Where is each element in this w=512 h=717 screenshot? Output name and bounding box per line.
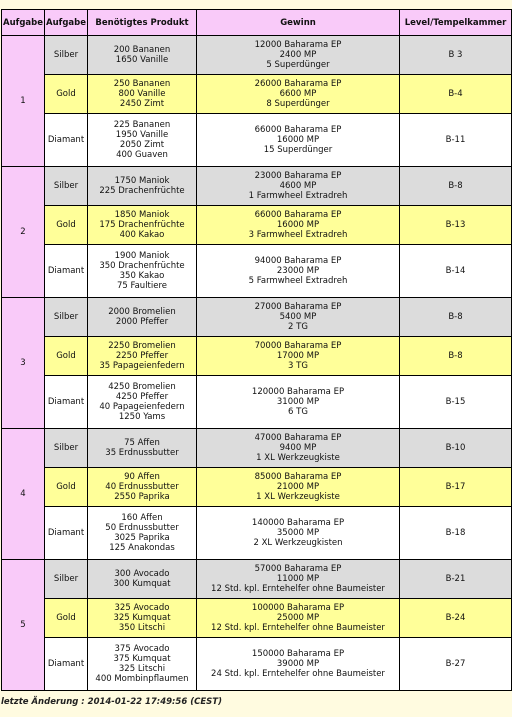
product-item: 2250 Bromelien	[108, 341, 176, 351]
reward-item: 27000 Baharama EP	[254, 302, 342, 312]
product-item: 250 Bananen	[113, 79, 171, 89]
reward-item: 26000 Baharama EP	[254, 79, 342, 89]
reward-item: 120000 Baharama EP	[251, 387, 345, 397]
reward-item: 23000 Baharama EP	[254, 171, 342, 181]
reward-item: 6600 MP	[279, 89, 317, 99]
task-row-4-gold	[2, 468, 512, 507]
reward-item: 5400 MP	[279, 312, 317, 322]
product-item: 325 Kumquat	[113, 613, 171, 623]
reward-item: 24 Std. kpl. Erntehelfer ohne Baumeister	[211, 669, 385, 679]
product-item: 375 Avocado	[114, 644, 170, 654]
level-chamber: B-11	[400, 114, 512, 167]
reward-item: 16000 MP	[276, 135, 320, 145]
product-item: 50 Erdnussbutter	[105, 523, 179, 533]
tier-label: Silber	[45, 560, 88, 599]
product-item: 300 Avocado	[114, 569, 170, 579]
task-row-2-gold	[2, 206, 512, 245]
task-row-2-silber	[2, 167, 512, 206]
product-item: 160 Affen	[121, 513, 163, 523]
task-row-1-gold	[2, 75, 512, 114]
product-item: 1750 Maniok	[114, 176, 170, 186]
tier-label: Diamant	[45, 245, 88, 298]
level-chamber: B-17	[400, 468, 512, 507]
reward-item: 9400 MP	[279, 443, 317, 453]
reward-item: 39000 MP	[276, 659, 320, 669]
reward-item: 3 Farmwheel Extradreh	[248, 230, 348, 240]
quest-table	[1, 9, 512, 691]
tier-label: Silber	[45, 167, 88, 206]
level-chamber: B-4	[400, 75, 512, 114]
product-item: 75 Affen	[124, 438, 160, 448]
tier-label: Diamant	[45, 507, 88, 560]
product-item: 35 Papageienfedern	[99, 361, 185, 371]
product-item: 40 Papageienfedern	[99, 402, 185, 412]
rewards	[197, 36, 400, 75]
product-item: 4250 Bromelien	[108, 382, 176, 392]
reward-item: 1 XL Werkzeugkiste	[256, 492, 340, 502]
task-row-1-diamant	[2, 114, 512, 167]
required-products	[88, 468, 197, 507]
task-number: 4	[2, 429, 45, 560]
level-chamber: B-21	[400, 560, 512, 599]
product-item: 40 Erdnussbutter	[105, 482, 179, 492]
tier-label: Silber	[45, 429, 88, 468]
task-row-3-silber	[2, 298, 512, 337]
required-products	[88, 507, 197, 560]
product-item: 1850 Maniok	[114, 210, 170, 220]
reward-item: 6 TG	[288, 407, 308, 417]
last-modified-footer: letzte Änderung : 2014-01-22 17:49:56 (CEST)	[1, 697, 222, 707]
product-item: 3025 Paprika	[114, 533, 170, 543]
level-chamber: B-24	[400, 599, 512, 638]
product-item: 90 Affen	[124, 472, 160, 482]
task-number: 1	[2, 36, 45, 167]
reward-item: 70000 Baharama EP	[254, 341, 342, 351]
task-number: 2	[2, 167, 45, 298]
reward-item: 66000 Baharama EP	[254, 125, 342, 135]
product-item: 2050 Zimt	[119, 140, 165, 150]
task-row-1-silber	[2, 36, 512, 75]
task-number: 5	[2, 560, 45, 691]
required-products	[88, 167, 197, 206]
product-item: 35 Erdnussbutter	[105, 448, 179, 458]
product-item: 1250 Yams	[118, 412, 166, 422]
rewards	[197, 468, 400, 507]
rewards	[197, 75, 400, 114]
level-chamber: B-14	[400, 245, 512, 298]
tier-label: Gold	[45, 75, 88, 114]
product-item: 800 Vanille	[118, 89, 166, 99]
reward-item: 5 Superdünger	[266, 60, 330, 70]
product-item: 1650 Vanille	[115, 55, 169, 65]
reward-item: 2 TG	[288, 322, 308, 332]
task-row-5-silber	[2, 560, 512, 599]
product-item: 1950 Vanille	[115, 130, 169, 140]
reward-item: 4600 MP	[279, 181, 317, 191]
reward-item: 140000 Baharama EP	[251, 518, 345, 528]
task-row-5-diamant	[2, 638, 512, 691]
rewards	[197, 507, 400, 560]
tier-label: Diamant	[45, 114, 88, 167]
product-item: 225 Drachenfrüchte	[99, 186, 185, 196]
level-chamber: B-27	[400, 638, 512, 691]
reward-item: 47000 Baharama EP	[254, 433, 342, 443]
reward-item: 25000 MP	[276, 613, 320, 623]
reward-item: 35000 MP	[276, 528, 320, 538]
reward-item: 16000 MP	[276, 220, 320, 230]
header-task-tier: Aufgabe	[45, 10, 88, 36]
rewards	[197, 599, 400, 638]
tier-label: Diamant	[45, 638, 88, 691]
product-item: 350 Drachenfrüchte	[99, 261, 185, 271]
reward-item: 85000 Baharama EP	[254, 472, 342, 482]
reward-item: 2400 MP	[279, 50, 317, 60]
task-row-3-diamant	[2, 376, 512, 429]
required-products	[88, 376, 197, 429]
product-item: 125 Anakondas	[109, 543, 175, 553]
header-level: Level/Tempelkammer	[400, 10, 512, 36]
rewards	[197, 337, 400, 376]
rewards	[197, 167, 400, 206]
required-products	[88, 599, 197, 638]
reward-item: 3 TG	[288, 361, 308, 371]
product-item: 325 Litschi	[118, 664, 166, 674]
required-products	[88, 114, 197, 167]
rewards	[197, 298, 400, 337]
reward-item: 12 Std. kpl. Erntehelfer ohne Baumeister	[211, 623, 385, 633]
product-item: 350 Kakao	[119, 271, 165, 281]
tier-label: Silber	[45, 36, 88, 75]
reward-item: 100000 Baharama EP	[251, 603, 345, 613]
required-products	[88, 75, 197, 114]
rewards	[197, 206, 400, 245]
product-item: 325 Avocado	[114, 603, 170, 613]
product-item: 300 Kumquat	[113, 579, 171, 589]
rewards	[197, 638, 400, 691]
reward-item: 8 Superdünger	[266, 99, 330, 109]
required-products	[88, 429, 197, 468]
product-item: 2450 Zimt	[119, 99, 165, 109]
product-item: 375 Kumquat	[113, 654, 171, 664]
product-item: 2250 Pfeffer	[115, 351, 169, 361]
product-item: 400 Mombinpflaumen	[95, 674, 189, 684]
task-number: 3	[2, 298, 45, 429]
product-item: 400 Kakao	[119, 230, 165, 240]
level-chamber: B-8	[400, 298, 512, 337]
tier-label: Gold	[45, 337, 88, 376]
level-chamber: B-8	[400, 167, 512, 206]
tier-label: Gold	[45, 599, 88, 638]
reward-item: 11000 MP	[276, 574, 320, 584]
required-products	[88, 337, 197, 376]
product-item: 2550 Paprika	[114, 492, 170, 502]
product-item: 225 Bananen	[113, 120, 171, 130]
level-chamber: B 3	[400, 36, 512, 75]
level-chamber: B-13	[400, 206, 512, 245]
product-item: 75 Faultiere	[116, 281, 168, 291]
required-products	[88, 638, 197, 691]
reward-item: 94000 Baharama EP	[254, 256, 342, 266]
reward-item: 150000 Baharama EP	[251, 649, 345, 659]
product-item: 400 Guaven	[116, 150, 168, 160]
header-reward: Gewinn	[197, 10, 400, 36]
reward-item: 17000 MP	[276, 351, 320, 361]
header-required-product: Benötigtes Produkt	[88, 10, 197, 36]
product-item: 2000 Bromelien	[108, 307, 176, 317]
reward-item: 21000 MP	[276, 482, 320, 492]
reward-item: 1 Farmwheel Extradreh	[248, 191, 348, 201]
rewards	[197, 376, 400, 429]
required-products	[88, 298, 197, 337]
tier-label: Gold	[45, 206, 88, 245]
tier-label: Gold	[45, 468, 88, 507]
task-row-2-diamant	[2, 245, 512, 298]
product-item: 2000 Pfeffer	[115, 317, 169, 327]
reward-item: 12 Std. kpl. Erntehelfer ohne Baumeister	[211, 584, 385, 594]
reward-item: 12000 Baharama EP	[254, 40, 342, 50]
rewards	[197, 560, 400, 599]
rewards	[197, 245, 400, 298]
product-item: 350 Litschi	[118, 623, 166, 633]
level-chamber: B-8	[400, 337, 512, 376]
task-row-4-silber	[2, 429, 512, 468]
rewards	[197, 114, 400, 167]
level-chamber: B-10	[400, 429, 512, 468]
header-task-number: Aufgabe	[2, 10, 45, 36]
reward-item: 23000 MP	[276, 266, 320, 276]
product-item: 1900 Maniok	[114, 251, 170, 261]
reward-item: 5 Farmwheel Extradreh	[248, 276, 348, 286]
required-products	[88, 560, 197, 599]
reward-item: 66000 Baharama EP	[254, 210, 342, 220]
required-products	[88, 245, 197, 298]
reward-item: 15 Superdünger	[263, 145, 333, 155]
task-row-5-gold	[2, 599, 512, 638]
task-row-3-gold	[2, 337, 512, 376]
tier-label: Diamant	[45, 376, 88, 429]
tier-label: Silber	[45, 298, 88, 337]
level-chamber: B-18	[400, 507, 512, 560]
required-products	[88, 206, 197, 245]
level-chamber: B-15	[400, 376, 512, 429]
product-item: 4250 Pfeffer	[115, 392, 169, 402]
required-products	[88, 36, 197, 75]
reward-item: 57000 Baharama EP	[254, 564, 342, 574]
task-row-4-diamant	[2, 507, 512, 560]
rewards	[197, 429, 400, 468]
reward-item: 1 XL Werkzeugkiste	[256, 453, 340, 463]
product-item: 175 Drachenfrüchte	[99, 220, 185, 230]
product-item: 200 Bananen	[113, 45, 171, 55]
reward-item: 31000 MP	[276, 397, 320, 407]
reward-item: 2 XL Werkzeugkisten	[253, 538, 343, 548]
header-row	[2, 10, 512, 36]
